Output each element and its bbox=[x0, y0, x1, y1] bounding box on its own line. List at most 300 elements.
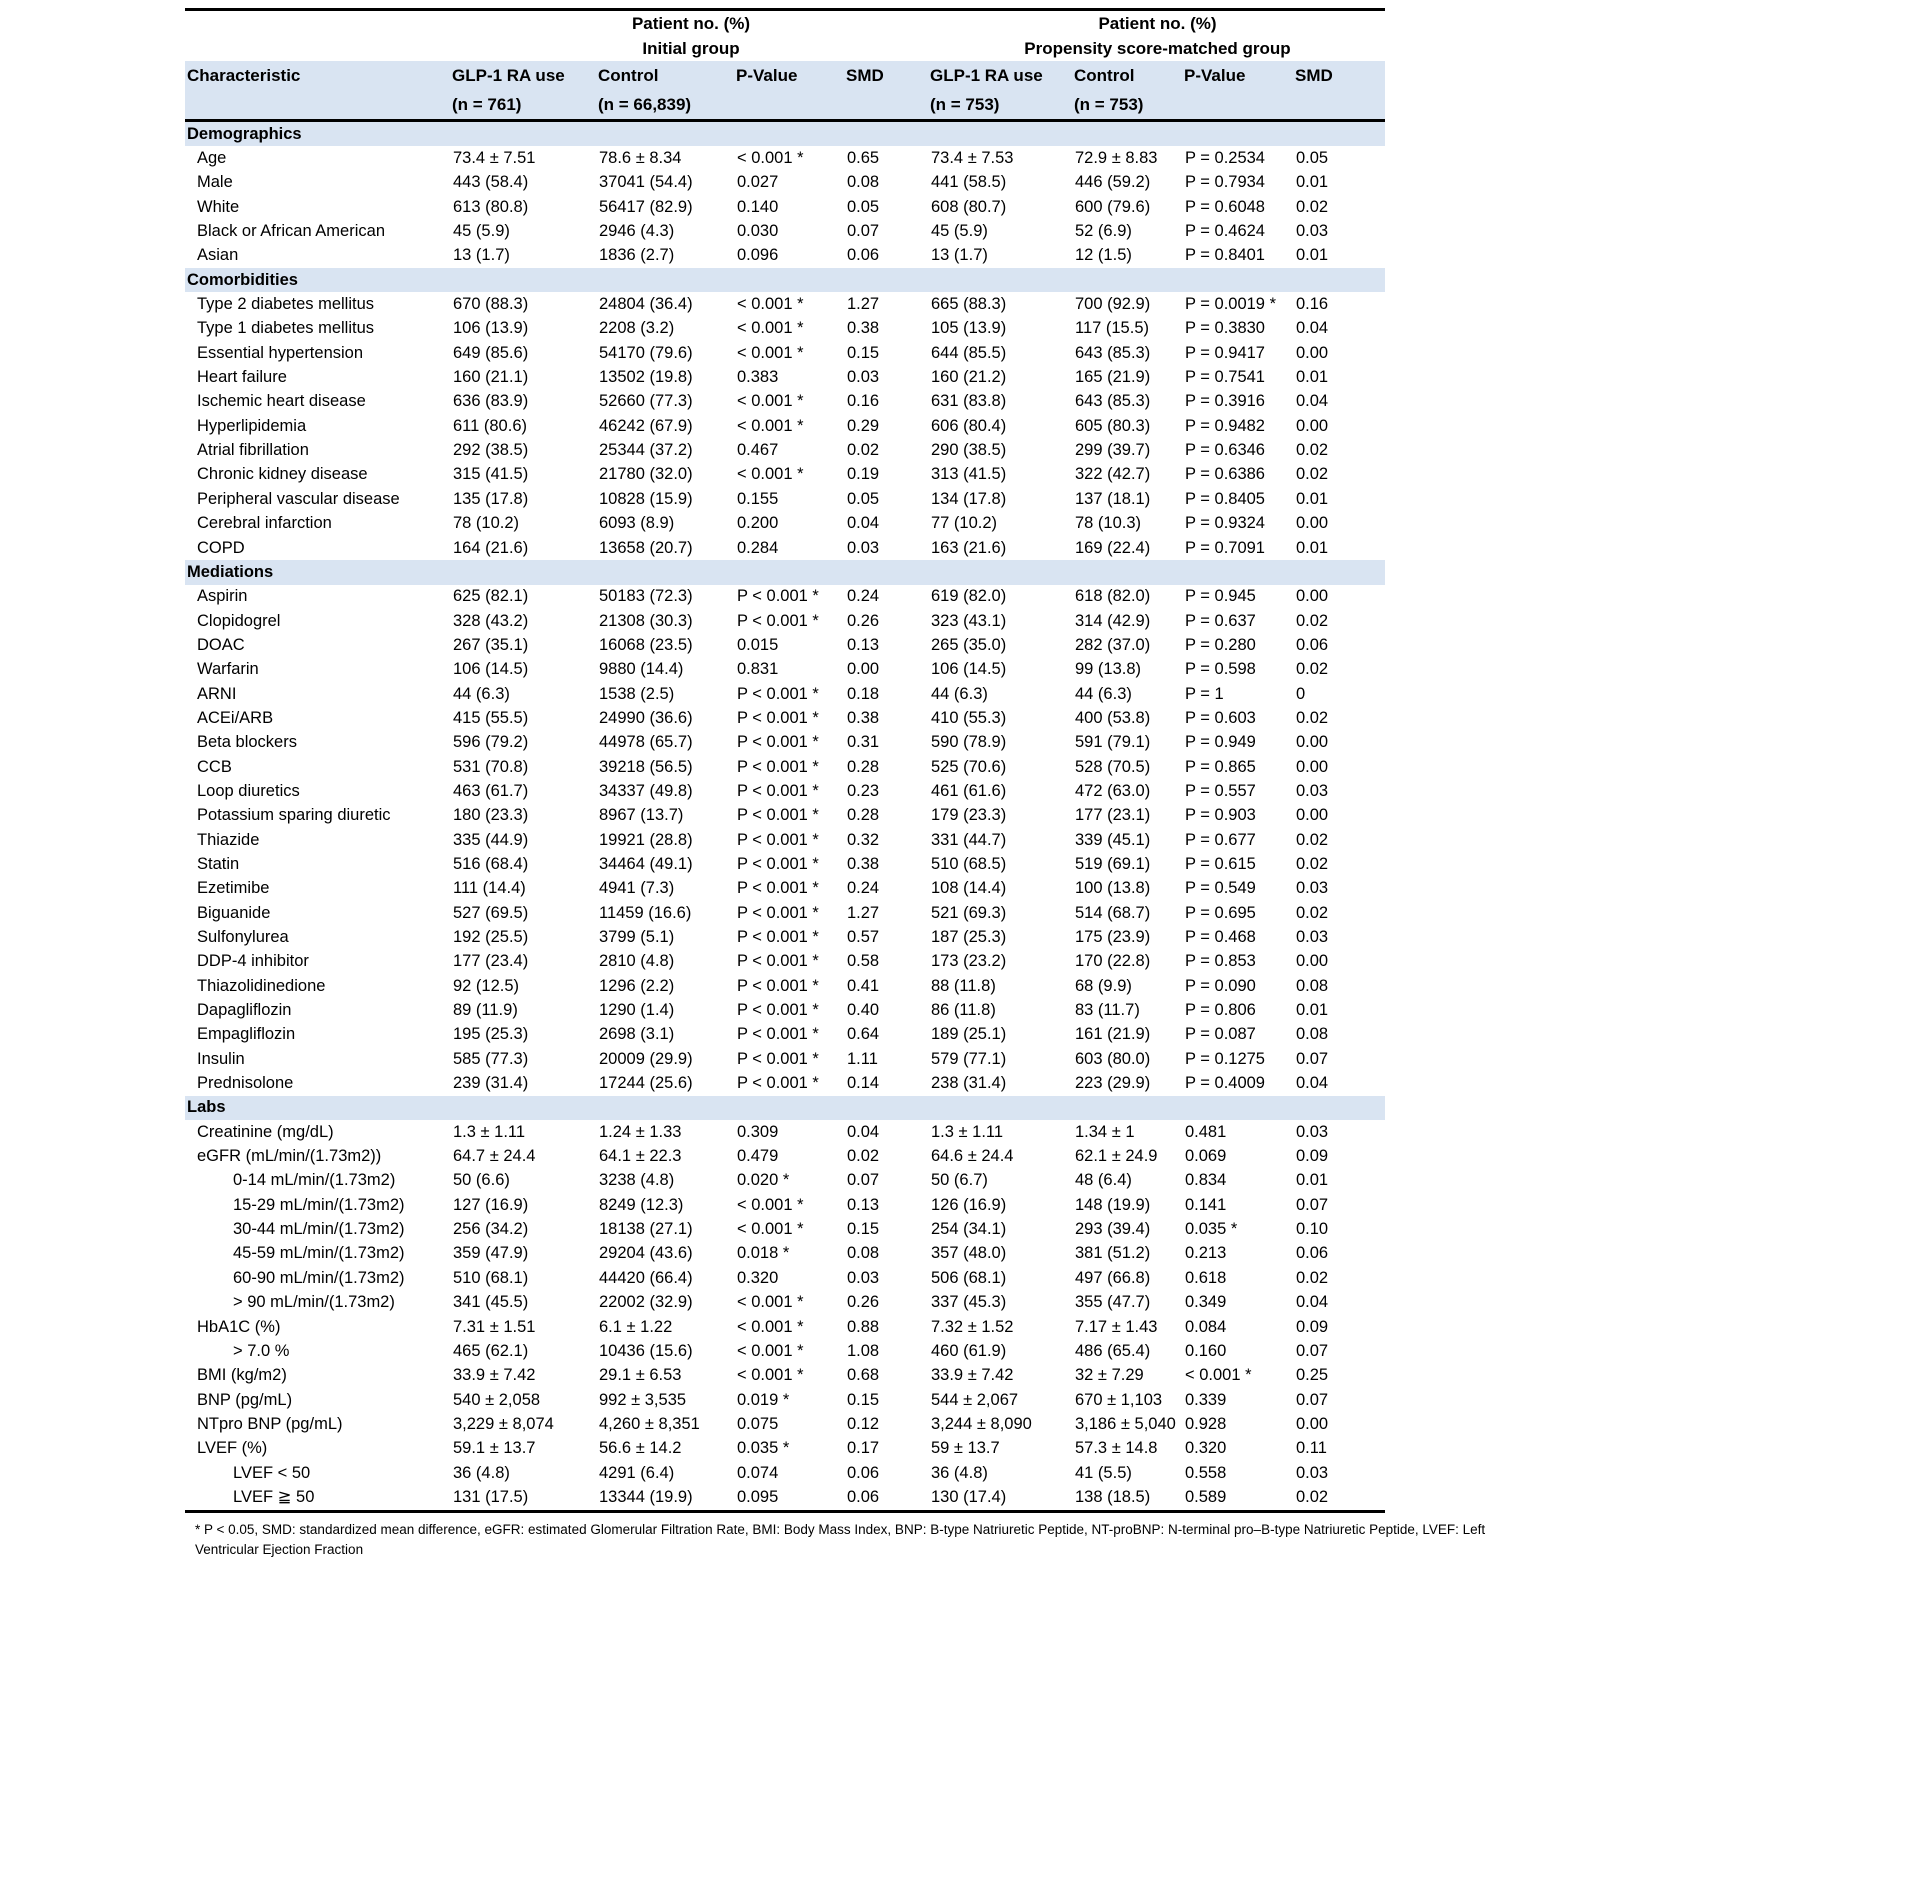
cell-value: 0.04 bbox=[1296, 392, 1329, 411]
cell-value: P = 0.695 bbox=[1185, 903, 1256, 922]
col-header-pvalue-matched: P-Value bbox=[1184, 61, 1295, 90]
cell-value: 0.38 bbox=[847, 854, 880, 873]
cell-value: 88 (11.8) bbox=[931, 976, 996, 995]
baseline-characteristics-table bbox=[185, 8, 1486, 1560]
cell-value: < 0.001 * bbox=[737, 319, 804, 338]
cell-value: 189 (25.1) bbox=[931, 1025, 1007, 1044]
cell-value: P < 0.001 * bbox=[737, 806, 819, 825]
table-row bbox=[185, 171, 1385, 195]
cell-value: 0.069 bbox=[1185, 1147, 1227, 1166]
cell-value: 2698 (3.1) bbox=[599, 1025, 675, 1044]
cell-value: 9880 (14.4) bbox=[599, 660, 684, 679]
cell-value: P < 0.001 * bbox=[737, 1049, 819, 1068]
table-row bbox=[185, 536, 1385, 560]
row-label: Essential hypertension bbox=[197, 343, 364, 362]
cell-value: 531 (70.8) bbox=[453, 757, 529, 776]
cell-value: 0.018 * bbox=[737, 1244, 790, 1263]
row-label: Peripheral vascular disease bbox=[197, 489, 400, 508]
col-subheader-glp1-initial-n: (n = 761) bbox=[452, 90, 598, 121]
cell-value: 0.58 bbox=[847, 952, 880, 971]
section-title: Comorbidities bbox=[185, 268, 1385, 292]
cell-value: < 0.001 * bbox=[737, 149, 804, 168]
cell-value: 0.075 bbox=[737, 1414, 779, 1433]
cell-value: 631 (83.8) bbox=[931, 392, 1007, 411]
table-row bbox=[185, 1047, 1385, 1071]
cell-value: 48 (6.4) bbox=[1075, 1171, 1132, 1190]
cell-value: 293 (39.4) bbox=[1075, 1220, 1151, 1239]
table-row bbox=[185, 998, 1385, 1022]
cell-value: 0.28 bbox=[847, 806, 880, 825]
row-label: Age bbox=[197, 149, 227, 168]
cell-value: 410 (55.3) bbox=[931, 708, 1007, 727]
cell-value: 0.15 bbox=[847, 1220, 880, 1239]
cell-value: 99 (13.8) bbox=[1075, 660, 1142, 679]
cell-value: 0.26 bbox=[847, 611, 880, 630]
cell-value: 44420 (66.4) bbox=[599, 1268, 693, 1287]
cell-value: 313 (41.5) bbox=[931, 465, 1007, 484]
cell-value: 54170 (79.6) bbox=[599, 343, 693, 362]
cell-value: 0.320 bbox=[737, 1268, 779, 1287]
cell-value: 0.01 bbox=[1296, 538, 1329, 557]
cell-value: 415 (55.5) bbox=[453, 708, 529, 727]
cell-value: P = 0.7091 bbox=[1185, 538, 1265, 557]
column-header-row bbox=[185, 61, 1385, 90]
cell-value: 611 (80.6) bbox=[453, 416, 527, 435]
cell-value: 173 (23.2) bbox=[931, 952, 1007, 971]
section-title: Labs bbox=[185, 1096, 1385, 1120]
cell-value: 135 (17.8) bbox=[453, 489, 529, 508]
cell-value: 290 (38.5) bbox=[931, 441, 1007, 460]
row-label: ACEi/ARB bbox=[197, 708, 274, 727]
row-label: Sulfonylurea bbox=[197, 928, 289, 947]
cell-value: 130 (17.4) bbox=[931, 1487, 1007, 1506]
cell-value: 160 (21.1) bbox=[453, 368, 529, 387]
cell-value: P = 0.949 bbox=[1185, 733, 1256, 752]
cell-value: P = 0.9417 bbox=[1185, 343, 1265, 362]
cell-value: 0.88 bbox=[847, 1317, 880, 1336]
cell-value: 0.02 bbox=[1296, 1268, 1329, 1287]
cell-value: P = 0.2534 bbox=[1185, 149, 1265, 168]
section-row bbox=[185, 560, 1385, 584]
cell-value: 6093 (8.9) bbox=[599, 514, 675, 533]
cell-value: 46242 (67.9) bbox=[599, 416, 693, 435]
cell-value: 105 (13.9) bbox=[931, 319, 1007, 338]
cell-value: 465 (62.1) bbox=[453, 1341, 529, 1360]
cell-value: < 0.001 * bbox=[737, 1195, 804, 1214]
table-row bbox=[185, 1412, 1385, 1436]
cell-value: P = 0.090 bbox=[1185, 976, 1256, 995]
cell-value: 0.64 bbox=[847, 1025, 880, 1044]
section-title: Mediations bbox=[185, 560, 1385, 584]
cell-value: 1.27 bbox=[847, 295, 880, 314]
cell-value: 643 (85.3) bbox=[1075, 343, 1151, 362]
cell-value: P = 0.9324 bbox=[1185, 514, 1265, 533]
cell-value: 0.02 bbox=[1296, 903, 1329, 922]
cell-value: 497 (66.8) bbox=[1075, 1268, 1151, 1287]
row-label: Insulin bbox=[197, 1049, 245, 1068]
cell-value: P = 0.8401 bbox=[1185, 246, 1265, 265]
cell-value: 463 (61.7) bbox=[453, 781, 529, 800]
table-body bbox=[185, 121, 1385, 1512]
cell-value: P = 0.4624 bbox=[1185, 222, 1265, 241]
cell-value: 223 (29.9) bbox=[1075, 1074, 1151, 1093]
cell-value: 0.07 bbox=[1296, 1195, 1329, 1214]
cell-value: < 0.001 * bbox=[737, 1220, 804, 1239]
cell-value: P < 0.001 * bbox=[737, 976, 819, 995]
cell-value: 486 (65.4) bbox=[1075, 1341, 1151, 1360]
table-row bbox=[185, 1291, 1385, 1315]
cell-value: 400 (53.8) bbox=[1075, 708, 1151, 727]
cell-value: 0.383 bbox=[737, 368, 779, 387]
cell-value: 0.00 bbox=[1296, 757, 1329, 776]
table-row bbox=[185, 1023, 1385, 1047]
cell-value: P = 0.615 bbox=[1185, 854, 1256, 873]
cell-value: 0 bbox=[1296, 684, 1306, 703]
cell-value: 446 (59.2) bbox=[1075, 173, 1151, 192]
cell-value: 195 (25.3) bbox=[453, 1025, 529, 1044]
cell-value: 83 (11.7) bbox=[1075, 1001, 1140, 1020]
cell-value: 0.23 bbox=[847, 781, 880, 800]
group-header-row-2 bbox=[185, 36, 1385, 61]
cell-value: 0.06 bbox=[847, 1487, 880, 1506]
table-row bbox=[185, 438, 1385, 462]
section-row bbox=[185, 1096, 1385, 1120]
cell-value: 585 (77.3) bbox=[453, 1049, 529, 1068]
row-label: LVEF < 50 bbox=[233, 1463, 311, 1482]
row-label: DDP-4 inhibitor bbox=[197, 952, 309, 971]
cell-value: 544 ± 2,067 bbox=[931, 1390, 1019, 1409]
cell-value: 0.17 bbox=[847, 1439, 880, 1458]
cell-value: 56417 (82.9) bbox=[599, 197, 693, 216]
cell-value: 0.07 bbox=[1296, 1390, 1329, 1409]
group1-subtitle: Initial group bbox=[642, 38, 740, 58]
cell-value: 13 (1.7) bbox=[453, 246, 510, 265]
table-row bbox=[185, 1315, 1385, 1339]
table-header bbox=[185, 10, 1385, 121]
row-label: Loop diuretics bbox=[197, 781, 300, 800]
table-row bbox=[185, 658, 1385, 682]
cell-value: 0.00 bbox=[1296, 343, 1329, 362]
cell-value: 0.01 bbox=[1296, 1001, 1329, 1020]
cell-value: 177 (23.1) bbox=[1075, 806, 1151, 825]
cell-value: P = 0.903 bbox=[1185, 806, 1256, 825]
cell-value: 357 (48.0) bbox=[931, 1244, 1007, 1263]
cell-value: 0.349 bbox=[1185, 1293, 1227, 1312]
cell-value: 0.00 bbox=[1296, 733, 1329, 752]
cell-value: 0.03 bbox=[1296, 928, 1329, 947]
col-header-control-initial: Control bbox=[598, 61, 736, 90]
cell-value: 13658 (20.7) bbox=[599, 538, 693, 557]
cell-value: 59.1 ± 13.7 bbox=[453, 1439, 536, 1458]
cell-value: 0.16 bbox=[1296, 295, 1329, 314]
cell-value: 506 (68.1) bbox=[931, 1268, 1007, 1287]
cell-value: 177 (23.4) bbox=[453, 952, 529, 971]
cell-value: 7.32 ± 1.52 bbox=[931, 1317, 1014, 1336]
cell-value: 34464 (49.1) bbox=[599, 854, 693, 873]
cell-value: 441 (58.5) bbox=[931, 173, 1007, 192]
table-row bbox=[185, 1461, 1385, 1485]
cell-value: 0.928 bbox=[1185, 1414, 1227, 1433]
cell-value: 0.25 bbox=[1296, 1366, 1329, 1385]
table-row bbox=[185, 877, 1385, 901]
cell-value: 50183 (72.3) bbox=[599, 587, 693, 606]
table-row bbox=[185, 1485, 1385, 1511]
cell-value: P < 0.001 * bbox=[737, 854, 819, 873]
cell-value: 0.38 bbox=[847, 319, 880, 338]
table-row bbox=[185, 1169, 1385, 1193]
cell-value: P = 0.1275 bbox=[1185, 1049, 1265, 1068]
cell-value: 45 (5.9) bbox=[931, 222, 988, 241]
cell-value: P = 0.557 bbox=[1185, 781, 1256, 800]
cell-value: 472 (63.0) bbox=[1075, 781, 1151, 800]
cell-value: 126 (16.9) bbox=[931, 1195, 1007, 1214]
row-label: Clopidogrel bbox=[197, 611, 281, 630]
cell-value: 527 (69.5) bbox=[453, 903, 529, 922]
cell-value: 92 (12.5) bbox=[453, 976, 520, 995]
cell-value: 1290 (1.4) bbox=[599, 1001, 675, 1020]
cell-value: 22002 (32.9) bbox=[599, 1293, 693, 1312]
cell-value: 0.084 bbox=[1185, 1317, 1227, 1336]
cell-value: 1.27 bbox=[847, 903, 880, 922]
cell-value: 0.13 bbox=[847, 1195, 880, 1214]
cell-value: 238 (31.4) bbox=[931, 1074, 1007, 1093]
col-header-glp1-matched: GLP-1 RA use bbox=[930, 61, 1074, 90]
row-label: Ischemic heart disease bbox=[197, 392, 366, 411]
cell-value: 78.6 ± 8.34 bbox=[599, 149, 682, 168]
cell-value: 0.57 bbox=[847, 928, 880, 947]
cell-value: 700 (92.9) bbox=[1075, 295, 1151, 314]
cell-value: P < 0.001 * bbox=[737, 587, 819, 606]
cell-value: P = 0.598 bbox=[1185, 660, 1256, 679]
row-label: Warfarin bbox=[197, 660, 259, 679]
cell-value: 10436 (15.6) bbox=[599, 1341, 693, 1360]
cell-value: 175 (23.9) bbox=[1075, 928, 1151, 947]
cell-value: 37041 (54.4) bbox=[599, 173, 693, 192]
table-row bbox=[185, 804, 1385, 828]
row-label: HbA1C (%) bbox=[197, 1317, 281, 1336]
cell-value: 170 (22.8) bbox=[1075, 952, 1151, 971]
cell-value: 160 (21.2) bbox=[931, 368, 1007, 387]
cell-value: 0.28 bbox=[847, 757, 880, 776]
cell-value: 0.141 bbox=[1185, 1195, 1227, 1214]
cell-value: < 0.001 * bbox=[737, 1293, 804, 1312]
cell-value: P < 0.001 * bbox=[737, 1025, 819, 1044]
cell-value: 600 (79.6) bbox=[1075, 197, 1151, 216]
cell-value: 613 (80.8) bbox=[453, 197, 529, 216]
cell-value: 341 (45.5) bbox=[453, 1293, 529, 1312]
cell-value: 0.02 bbox=[1296, 465, 1329, 484]
cell-value: 603 (80.0) bbox=[1075, 1049, 1151, 1068]
section-row bbox=[185, 121, 1385, 147]
cell-value: 0.140 bbox=[737, 197, 779, 216]
cell-value: 0.03 bbox=[1296, 222, 1329, 241]
cell-value: < 0.001 * bbox=[737, 1317, 804, 1336]
cell-value: 0.06 bbox=[847, 1463, 880, 1482]
row-label: 30-44 mL/min/(1.73m2) bbox=[233, 1220, 405, 1239]
cell-value: P = 0.468 bbox=[1185, 928, 1256, 947]
spacer-cell bbox=[185, 10, 452, 37]
cell-value: P < 0.001 * bbox=[737, 733, 819, 752]
cell-value: 192 (25.5) bbox=[453, 928, 529, 947]
row-label: Chronic kidney disease bbox=[197, 465, 368, 484]
cell-value: 0.14 bbox=[847, 1074, 880, 1093]
cell-value: 0.020 * bbox=[737, 1171, 790, 1190]
cell-value: 59 ± 13.7 bbox=[931, 1439, 1000, 1458]
cell-value: 0.05 bbox=[847, 489, 880, 508]
cell-value: 0.834 bbox=[1185, 1171, 1227, 1190]
cell-value: 590 (78.9) bbox=[931, 733, 1007, 752]
table-row bbox=[185, 974, 1385, 998]
col-subheader-glp1-matched-n: (n = 753) bbox=[930, 90, 1074, 121]
cell-value: 0.07 bbox=[847, 222, 880, 241]
cell-value: 68 (9.9) bbox=[1075, 976, 1132, 995]
table-row bbox=[185, 512, 1385, 536]
cell-value: 78 (10.2) bbox=[453, 514, 520, 533]
cell-value: 540 ± 2,058 bbox=[453, 1390, 541, 1409]
cell-value: 106 (14.5) bbox=[931, 660, 1007, 679]
cell-value: P = 0.8405 bbox=[1185, 489, 1265, 508]
cell-value: 73.4 ± 7.53 bbox=[931, 149, 1014, 168]
table-row bbox=[185, 414, 1385, 438]
cell-value: 13344 (19.9) bbox=[599, 1487, 693, 1506]
cell-value: 0.24 bbox=[847, 587, 880, 606]
spacer-cell bbox=[185, 36, 452, 61]
cell-value: 0.831 bbox=[737, 660, 779, 679]
table-row bbox=[185, 1364, 1385, 1388]
cell-value: 44 (6.3) bbox=[453, 684, 510, 703]
cell-value: 100 (13.8) bbox=[1075, 879, 1151, 898]
row-label: NTpro BNP (pg/mL) bbox=[197, 1414, 343, 1433]
cell-value: 1538 (2.5) bbox=[599, 684, 675, 703]
cell-value: 10828 (15.9) bbox=[599, 489, 693, 508]
table-row bbox=[185, 244, 1385, 268]
cell-value: < 0.001 * bbox=[737, 465, 804, 484]
cell-value: 2946 (4.3) bbox=[599, 222, 675, 241]
table-row bbox=[185, 1144, 1385, 1168]
cell-value: 86 (11.8) bbox=[931, 1001, 996, 1020]
col-subheader-control-initial-n: (n = 66,839) bbox=[598, 90, 736, 121]
cell-value: 106 (13.9) bbox=[453, 319, 529, 338]
row-label: DOAC bbox=[197, 635, 245, 654]
table-row bbox=[185, 317, 1385, 341]
col-header-pvalue-initial: P-Value bbox=[736, 61, 846, 90]
cell-value: 1.24 ± 1.33 bbox=[599, 1122, 682, 1141]
cell-value: 256 (34.2) bbox=[453, 1220, 529, 1239]
cell-value: 20009 (29.9) bbox=[599, 1049, 693, 1068]
cell-value: 0.16 bbox=[847, 392, 880, 411]
cell-value: P = 0.853 bbox=[1185, 952, 1256, 971]
cell-value: 460 (61.9) bbox=[931, 1341, 1007, 1360]
cell-value: 0.06 bbox=[847, 246, 880, 265]
cell-value: 0.15 bbox=[847, 1390, 880, 1409]
cell-value: 0.160 bbox=[1185, 1341, 1227, 1360]
cell-value: 335 (44.9) bbox=[453, 830, 529, 849]
cell-value: 0.01 bbox=[1296, 173, 1329, 192]
cell-value: 619 (82.0) bbox=[931, 587, 1007, 606]
cell-value: 0.309 bbox=[737, 1122, 779, 1141]
cell-value: 64.1 ± 22.3 bbox=[599, 1147, 682, 1166]
cell-value: 13502 (19.8) bbox=[599, 368, 693, 387]
cell-value: 137 (18.1) bbox=[1075, 489, 1151, 508]
cell-value: 165 (21.9) bbox=[1075, 368, 1151, 387]
cell-value: 0.07 bbox=[1296, 1341, 1329, 1360]
cell-value: 0.200 bbox=[737, 514, 779, 533]
cell-value: 0.65 bbox=[847, 149, 880, 168]
section-title: Demographics bbox=[185, 121, 1385, 147]
cell-value: 0.29 bbox=[847, 416, 880, 435]
section-row bbox=[185, 268, 1385, 292]
cell-value: P < 0.001 * bbox=[737, 1001, 819, 1020]
table-row bbox=[185, 706, 1385, 730]
cell-value: 134 (17.8) bbox=[931, 489, 1007, 508]
cell-value: 0.00 bbox=[847, 660, 880, 679]
cell-value: 1.11 bbox=[847, 1049, 878, 1068]
table-row bbox=[185, 1217, 1385, 1241]
cell-value: 0.035 * bbox=[737, 1439, 790, 1458]
col-subheader-pvalue-matched bbox=[1184, 90, 1295, 121]
cell-value: 337 (45.3) bbox=[931, 1293, 1007, 1312]
cell-value: 608 (80.7) bbox=[931, 197, 1007, 216]
row-label: Empagliflozin bbox=[197, 1025, 296, 1044]
cell-value: 0.02 bbox=[1296, 708, 1329, 727]
cell-value: 0.467 bbox=[737, 441, 779, 460]
row-label: BMI (kg/m2) bbox=[197, 1366, 287, 1385]
cell-value: 0.18 bbox=[847, 684, 880, 703]
cell-value: 605 (80.3) bbox=[1075, 416, 1151, 435]
cell-value: 636 (83.9) bbox=[453, 392, 529, 411]
cell-value: < 0.001 * bbox=[737, 1366, 804, 1385]
col-header-smd-initial: SMD bbox=[846, 61, 930, 90]
row-label: LVEF ≧ 50 bbox=[233, 1488, 315, 1507]
table-row bbox=[185, 682, 1385, 706]
cell-value: 0.01 bbox=[1296, 489, 1329, 508]
cell-value: 267 (35.1) bbox=[453, 635, 529, 654]
cell-value: 7.31 ± 1.51 bbox=[453, 1317, 536, 1336]
cell-value: 0.06 bbox=[1296, 1244, 1329, 1263]
row-label: > 90 mL/min/(1.73m2) bbox=[233, 1293, 395, 1312]
cell-value: 0.07 bbox=[847, 1171, 880, 1190]
group2-subtitle: Propensity score-matched group bbox=[1024, 38, 1291, 58]
cell-value: 0.01 bbox=[1296, 368, 1329, 387]
table-row bbox=[185, 390, 1385, 414]
cell-value: P = 0.865 bbox=[1185, 757, 1256, 776]
cell-value: P = 0.4009 bbox=[1185, 1074, 1265, 1093]
table-row bbox=[185, 1193, 1385, 1217]
cell-value: 0.155 bbox=[737, 489, 779, 508]
cell-value: P = 0.637 bbox=[1185, 611, 1256, 630]
row-label: Statin bbox=[197, 854, 240, 873]
cell-value: 1296 (2.2) bbox=[599, 976, 675, 995]
cell-value: 187 (25.3) bbox=[931, 928, 1007, 947]
row-label: 60-90 mL/min/(1.73m2) bbox=[233, 1268, 405, 1287]
cell-value: 117 (15.5) bbox=[1075, 319, 1149, 338]
cell-value: 50 (6.7) bbox=[931, 1171, 988, 1190]
cell-value: 0.04 bbox=[1296, 1074, 1329, 1093]
row-label: Thiazolidinedione bbox=[197, 976, 326, 995]
cell-value: 0.02 bbox=[1296, 1487, 1329, 1506]
cell-value: 0.074 bbox=[737, 1463, 779, 1482]
cell-value: 89 (11.9) bbox=[453, 1001, 518, 1020]
cell-value: 36 (4.8) bbox=[453, 1463, 510, 1482]
cell-value: 8967 (13.7) bbox=[599, 806, 684, 825]
row-label: Type 2 diabetes mellitus bbox=[197, 295, 375, 314]
column-subheader-row bbox=[185, 90, 1385, 121]
cell-value: 1.34 ± 1 bbox=[1075, 1122, 1135, 1141]
table-row bbox=[185, 195, 1385, 219]
row-label: 15-29 mL/min/(1.73m2) bbox=[233, 1195, 405, 1214]
cell-value: 0.02 bbox=[847, 1147, 880, 1166]
cell-value: 0.027 bbox=[737, 173, 779, 192]
